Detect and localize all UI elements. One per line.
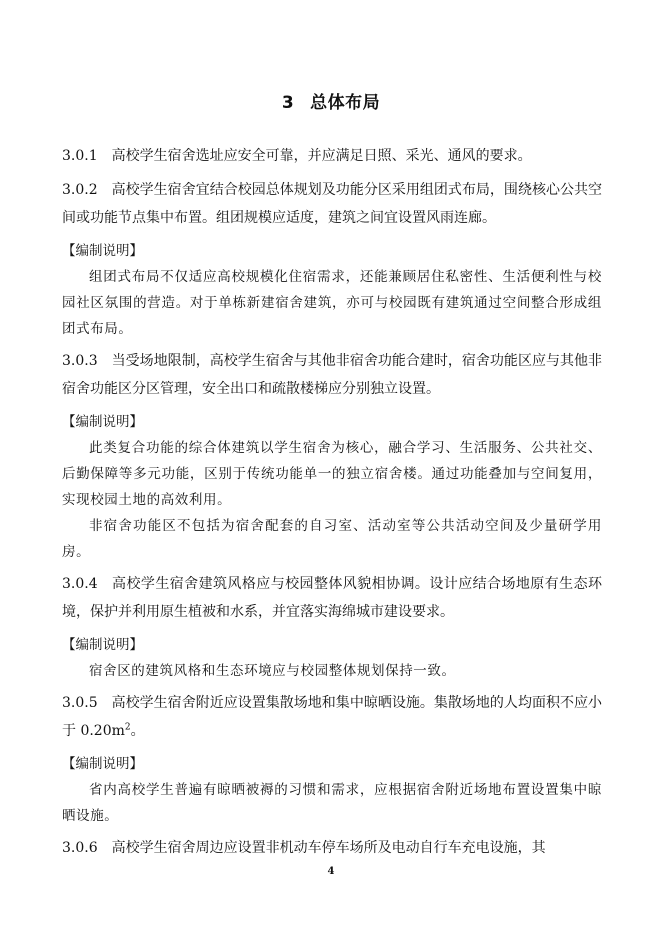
note-heading: 【编制说明】 [62,243,143,259]
clause-number: 3.0.3 [62,353,98,369]
clause-text: 高校学生宿舍周边应设置非机动车停车场所及电动自行车充电设施，其 [111,840,546,856]
body-text [62,142,602,868]
note-paragraph: 此类复合功能的综合体建筑以学生宿舍为核心，融合学习、生活服务、公共社交、后勤保障等多元功能，区别于传统功能单一的独立宿舍楼。通过功能叠加与空间复用，实现校园土地的高效利用。 [62,440,602,508]
note-paragraph: 组团式布局不仅适应高校规模化住宿需求，还能兼顾居住私密性、生活便利性与校园社区氛围的营造。对于单栋新建宿舍建筑，亦可与校园既有建筑通过空间整合形成组团式布局。 [62,269,602,337]
clause-number: 3.0.4 [62,576,98,592]
chapter-title-text: 总体布局 [310,93,381,113]
clause-3-0-6 [62,834,602,862]
page-number: 4 [327,866,335,877]
clause-number: 3.0.1 [62,148,98,164]
note-paragraph: 宿舍区的建筑风格和生态环境应与校园整体规划保持一致。 [89,663,456,679]
note-heading: 【编制说明】 [62,756,143,772]
superscript: 2 [124,722,131,733]
clause-text-end: 。 [130,723,145,739]
clause-number: 3.0.5 [62,695,98,711]
chapter-number: 3 [281,93,295,113]
clause-text: 高校学生宿舍选址应安全可靠，并应满足日照、采光、通风的要求。 [111,148,532,164]
chapter-title [0,88,662,113]
clause-text: 高校学生宿舍附近应设置集散场地和集中晾晒设施。集散场地的人均面积不应小于 0.20m [62,695,602,739]
clause-3-0-3 [62,347,602,403]
clause-3-0-1 [62,142,602,170]
clause-3-0-2 [62,176,602,232]
clause-text: 当受场地限制，高校学生宿舍与其他非宿舍功能合建时，宿舍功能区应与其他非宿舍功能区分区管理，安全出口和疏散楼梯应分别独立设置。 [62,353,602,397]
note-heading: 【编制说明】 [62,414,143,430]
clause-number: 3.0.6 [62,840,98,856]
clause-text: 高校学生宿舍建筑风格应与校园整体风貌相协调。设计应结合场地原有生态环境，保护并利用原生植被和水系，并宜落实海绵城市建设要求。 [62,576,602,620]
clause-3-0-4 [62,570,602,626]
clause-text: 高校学生宿舍宜结合校园总体规划及功能分区采用组团式布局，围绕核心公共空间或功能节点集中布置。组团规模应适度，建筑之间宜设置风雨连廊。 [62,182,602,226]
note-paragraph: 省内高校学生普遍有晾晒被褥的习惯和需求，应根据宿舍附近场地布置设置集中晾晒设施。 [62,782,602,824]
note-paragraph: 非宿舍功能区不包括为宿舍配套的自习室、活动室等公共活动空间及少量研学用房。 [62,518,602,560]
clause-3-0-5 [62,689,602,745]
clause-number: 3.0.2 [62,182,98,198]
note-heading: 【编制说明】 [62,637,143,653]
